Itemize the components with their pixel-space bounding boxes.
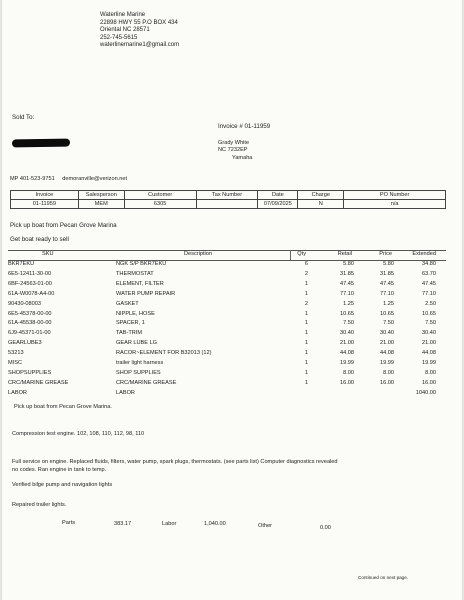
totals-labor-value: 1,040.00 [204, 521, 226, 527]
item-retail: 19.99 [340, 360, 354, 366]
item-extended: 7.50 [425, 320, 436, 327]
item-price: 31.85 [380, 270, 394, 277]
table-row [8, 380, 446, 388]
company-phone: 252-745-5615 [100, 34, 138, 41]
item-price: 21.00 [380, 340, 394, 347]
item-retail: 7.50 [343, 320, 354, 327]
item-retail: 8.00 [343, 369, 354, 376]
items-header-price: Price [379, 251, 392, 257]
value-charge: N [298, 200, 344, 209]
item-extended: 63.70 [422, 270, 436, 277]
work-service [12, 458, 338, 475]
company-header [100, 12, 179, 50]
boat-make: Grady White [218, 140, 250, 146]
table-row [8, 261, 446, 269]
header-salesperson: Salesperson [78, 191, 124, 200]
item-description: ELEMENT, FILTER [116, 280, 164, 287]
item-price: 8.00 [383, 369, 394, 376]
sold-to-label: Sold To: [12, 114, 35, 121]
item-qty: 1 [304, 310, 308, 317]
item-price: 10.65 [380, 310, 394, 317]
item-retail: 31.85 [340, 270, 354, 277]
item-price: 47.45 [380, 280, 394, 287]
value-po-number: n/a [344, 200, 446, 209]
item-sku: SHOPSUPPLIES [8, 369, 52, 376]
item-qty: 1 [304, 379, 308, 386]
header-invoice: Invoice [11, 191, 79, 200]
boat-engine: Yamaha [232, 154, 253, 161]
item-sku: 6E5-45378-00-00 [8, 310, 52, 317]
item-retail: 1.25 [343, 300, 354, 307]
item-description: RACOR~ELEMENT FOR B32013 (12) [116, 350, 212, 357]
value-customer: 6305 [124, 200, 196, 209]
customer-mp: MP 401-523-9751 [10, 176, 55, 182]
invoice-page [2, 0, 462, 600]
item-retail: 30.40 [340, 330, 354, 337]
work-trailer: Repaired trailer lights. [12, 502, 67, 508]
note-get-ready: Get boat ready to sell [10, 236, 69, 243]
item-description: SPACER, 1 [116, 320, 145, 327]
item-sku: 61A-45538-00-00 [8, 320, 52, 327]
item-price: 5.80 [383, 261, 394, 267]
item-extended: 16.00 [422, 379, 436, 386]
item-description: WATER PUMP REPAIR [116, 290, 176, 297]
item-qty: 2 [304, 270, 308, 277]
item-retail: 10.65 [340, 310, 354, 317]
item-sku: BKR7EKU [8, 261, 35, 267]
items-header-retail: Retail [337, 251, 352, 257]
value-salesperson: MEM [78, 200, 124, 209]
item-extended: 47.45 [422, 280, 436, 287]
item-extended: 2.50 [425, 300, 436, 307]
table-row [8, 350, 446, 358]
item-extended: 21.00 [422, 340, 436, 347]
item-price: 77.10 [380, 290, 394, 297]
item-retail: 16.00 [340, 379, 354, 386]
totals-other-value: 0.00 [320, 525, 331, 531]
item-qty: 6 [304, 261, 308, 267]
item-price: 44.08 [380, 350, 394, 357]
item-description: TAB-TRIM [116, 330, 142, 337]
item-extended: 77.10 [422, 290, 436, 297]
item-extended: 1040.00 [415, 389, 436, 396]
item-qty: 1 [304, 330, 308, 337]
item-sku: 6E5-12411-30-00 [8, 270, 52, 277]
item-extended: 34.80 [422, 261, 436, 267]
invoice-summary-header-row [11, 191, 446, 200]
items-header-row [8, 251, 446, 259]
item-sku: 61A-W0078-A4-00 [8, 290, 55, 297]
note-pickup: Pick up boat from Pecan Grove Marina [10, 222, 117, 229]
work-service-line-2: no codes. Ran engine in tank to temp. [12, 467, 107, 474]
table-row [8, 370, 446, 378]
table-row [8, 320, 446, 328]
item-sku: 90430-08003 [8, 300, 41, 307]
invoice-number: Invoice # 01-11959 [218, 123, 271, 130]
customer-contact [10, 176, 127, 182]
company-address-1: 22898 HWY 55 P.O BOX 434 [100, 19, 178, 26]
item-extended: 8.00 [425, 369, 436, 376]
table-row [8, 360, 446, 368]
invoice-summary-value-row [11, 200, 446, 209]
table-row [8, 291, 446, 299]
item-qty: 1 [304, 360, 308, 366]
value-tax-number [196, 200, 258, 209]
company-address-2: Oriental NC 28571 [100, 27, 150, 34]
item-sku: 6BF-24563-01-00 [8, 280, 52, 287]
item-qty: 2 [304, 300, 308, 307]
item-description: GASKET [116, 300, 139, 307]
boat-registration: NC 7232EP [218, 147, 248, 154]
item-description: NIPPLE, HOSE [116, 310, 155, 317]
item-description: NGK S/P BKR7EKU [116, 261, 167, 267]
item-sku: 6J9-45371-01-00 [8, 330, 51, 337]
item-sku: GEARLUBE3 [8, 340, 42, 347]
items-header-extended: Extended [412, 251, 436, 257]
items-header-qty: Qty [297, 251, 306, 257]
continued-footer: Continued on next page. [358, 575, 409, 580]
header-po-number: PO Number [344, 191, 446, 200]
item-description: CRC/MARINE GREASE [116, 379, 177, 386]
item-sku: 53213 [8, 350, 24, 357]
item-price: 7.50 [383, 320, 394, 327]
item-description: trailer light harness [116, 360, 164, 366]
value-date: 07/09/2025 [258, 200, 298, 209]
work-bilge: Verified bilge pump and navigation lights [12, 482, 113, 488]
item-description: THERMOSTAT [116, 270, 154, 277]
item-extended: 19.99 [422, 360, 436, 366]
item-qty: 1 [304, 369, 308, 376]
table-row [8, 390, 446, 398]
item-retail: 44.08 [340, 350, 354, 357]
item-description: GEAR LUBE LG [116, 340, 158, 347]
totals-parts-label: Parts [62, 520, 76, 526]
company-email: waterlinemarine1@gmail.com [100, 42, 180, 49]
item-qty: 1 [304, 350, 308, 357]
item-price: 16.00 [380, 379, 394, 386]
item-sku: LABOR [8, 389, 27, 396]
table-row [8, 301, 446, 309]
work-service-line-1: Full service on engine. Replaced fluids, filters, water pump, spark plugs, thermostats. (see parts list) Computer diagnostics revealed [12, 459, 338, 465]
header-tax-number: Tax Number [196, 191, 258, 200]
table-row [8, 330, 446, 338]
totals-other-label: Other [258, 523, 272, 529]
header-date: Date [258, 191, 298, 200]
item-description: LABOR [116, 389, 135, 396]
item-price: 30.40 [380, 330, 394, 337]
redacted-name [12, 138, 70, 147]
item-qty: 1 [304, 340, 308, 347]
item-price: 1.25 [383, 300, 394, 307]
table-row [8, 281, 446, 289]
table-row [8, 271, 446, 279]
item-sku: MISC [8, 360, 22, 366]
item-retail: 47.45 [340, 280, 354, 287]
item-retail: 5.80 [343, 261, 354, 267]
header-customer: Customer [124, 191, 196, 200]
totals-parts-value: 383.17 [114, 521, 132, 527]
item-extended: 30.40 [422, 330, 436, 337]
invoice-summary-table [10, 190, 446, 209]
customer-email: demoranville@verizon.net [62, 176, 128, 182]
table-row [8, 340, 446, 348]
items-header-description: Description [184, 251, 212, 257]
items-header-sku: SKU [42, 251, 54, 257]
totals-labor-label: Labor [162, 521, 177, 527]
header-charge: Charge [298, 191, 344, 200]
item-description: SHOP SUPPLIES [116, 369, 161, 376]
item-qty: 1 [304, 320, 308, 327]
boat-info [218, 140, 252, 162]
company-name: Waterline Marine [100, 12, 146, 18]
item-qty: 1 [304, 290, 308, 297]
work-compression: Compression test engine. 102, 108, 110, 112, 98, 110 [12, 431, 145, 437]
item-extended: 10.65 [422, 310, 436, 317]
work-pickup: Pick up boat from Pecan Grove Marina. [14, 404, 112, 410]
item-retail: 21.00 [340, 340, 354, 347]
item-extended: 44.08 [422, 350, 436, 357]
item-sku: CRC/MARINE GREASE [8, 379, 69, 386]
item-price: 19.99 [380, 360, 394, 366]
item-qty: 1 [304, 280, 308, 287]
value-invoice: 01-11959 [11, 200, 79, 209]
item-retail: 77.10 [340, 290, 354, 297]
table-row [8, 311, 446, 319]
